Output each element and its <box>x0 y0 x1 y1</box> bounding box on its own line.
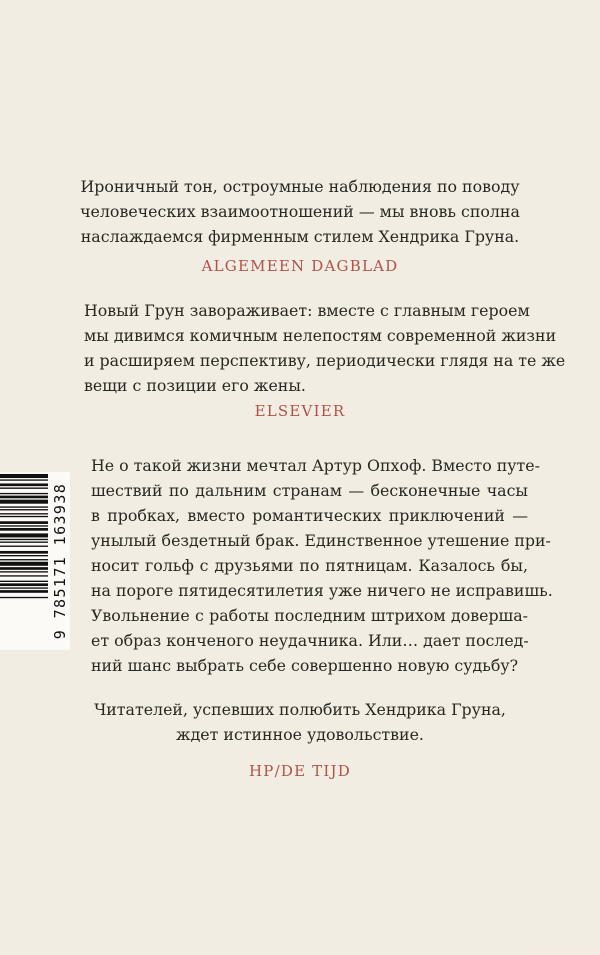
review-1-text <box>0 174 600 249</box>
barcode-bar <box>0 546 48 547</box>
review-source: ELSEVIER <box>254 402 346 420</box>
barcode-bar <box>0 516 48 517</box>
review-line: мы дивимся комичным нелепостям современной жизни <box>84 326 557 345</box>
synopsis-line: шествий по дальним странам — бесконечные часы <box>91 481 528 500</box>
barcode-bar <box>0 587 48 588</box>
barcode-bar <box>0 590 48 593</box>
barcode-bar <box>0 533 48 537</box>
barcode-bar <box>0 562 48 566</box>
synopsis-line: Увольнение с работы последним штрихом доверша- <box>91 606 528 625</box>
barcode-bar <box>0 493 48 494</box>
barcode-bar <box>0 555 48 556</box>
barcode-bar <box>0 539 48 540</box>
barcode-bar <box>0 575 48 576</box>
synopsis-line: ний шанс выбрать себе совершенно новую судьбу? <box>91 656 519 675</box>
barcode-bar <box>0 488 48 489</box>
barcode-bar <box>0 525 48 526</box>
corner-mark <box>514 950 600 952</box>
barcode-bar <box>0 583 48 586</box>
review-3-text <box>0 697 600 747</box>
barcode-bar <box>0 479 48 480</box>
review-2-text <box>84 298 566 398</box>
review-source: HP/DE TIJD <box>249 762 351 780</box>
barcode-bar <box>0 483 48 486</box>
barcode-bar <box>0 559 48 560</box>
barcode-bar <box>0 474 48 478</box>
barcode-bar <box>0 567 48 570</box>
barcode-bar <box>0 597 48 598</box>
synopsis-line: унылый бездетный брак. Единственное утешение при- <box>91 531 551 550</box>
review-1 <box>0 174 600 249</box>
synopsis-line: в пробках, вместо романтических приключений — <box>91 506 528 525</box>
review-line: Ироничный тон, остроумные наблюдения по поводу <box>80 177 520 196</box>
review-source: ALGEMEEN DAGBLAD <box>201 257 399 275</box>
barcode-bar <box>0 528 48 531</box>
review-line: и расширяем перспективу, периодически глядя на те же <box>84 351 566 370</box>
barcode-bar <box>0 506 48 507</box>
review-line: наслаждаемся фирменным стилем Хендрика Груна. <box>80 227 520 246</box>
barcode-bars <box>0 472 50 650</box>
review-1-source-block <box>0 256 600 276</box>
barcode-bar <box>0 513 48 514</box>
barcode-bar <box>0 542 48 543</box>
review-2 <box>84 298 566 398</box>
synopsis-line: Не о такой жизни мечтал Артур Опхоф. Вместо путе- <box>91 456 540 475</box>
barcode-bar <box>0 500 48 504</box>
synopsis-line: на пороге пятидесятилетия уже ничего не исправишь. <box>91 581 553 600</box>
isbn-barcode <box>0 472 70 650</box>
review-line: Читателей, успевших полюбить Хендрика Груна, <box>94 700 506 719</box>
review-line: человеческих взаимоотношений — мы вновь сполна <box>80 202 520 221</box>
barcode-bar <box>0 581 48 582</box>
synopsis <box>91 453 553 678</box>
review-2-source-block <box>0 401 600 421</box>
barcode-digits: 9 785171 163938 <box>51 482 69 640</box>
review-line: Новый Грун завораживает: вместе с главным героем <box>84 301 530 320</box>
barcode-bar <box>0 496 48 499</box>
synopsis-line: ет образ конченого неудачника. Или… дает послед- <box>91 631 529 650</box>
barcode-bar <box>0 521 48 524</box>
barcode-bar <box>0 551 48 554</box>
synopsis-line: носит гольф с друзьями по пятницам. Казалось бы, <box>91 556 528 575</box>
review-line: вещи с позиции его жены. <box>84 376 306 395</box>
review-line: ждет истинное удовольствие. <box>176 725 424 744</box>
review-3-source-block <box>0 761 600 781</box>
barcode-bar <box>0 571 48 572</box>
review-3 <box>0 697 600 747</box>
barcode-bar <box>0 509 48 510</box>
